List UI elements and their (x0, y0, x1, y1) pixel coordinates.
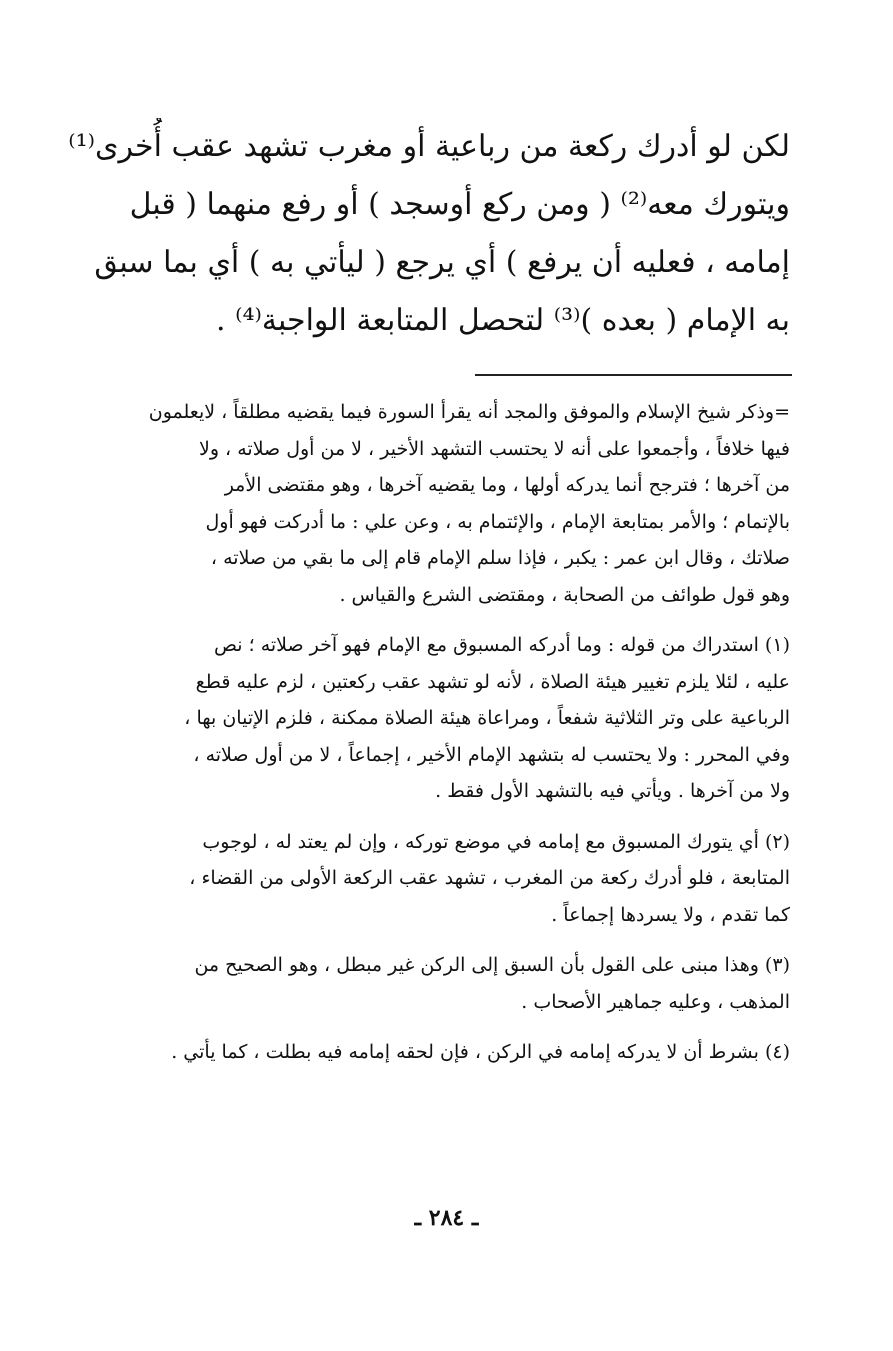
footnote-line: كما تقدم ، ولا يسردها إجماعاً . (551, 903, 790, 926)
footnote-line: =وذكر شيخ الإسلام والموفق والمجد أنه يقرأ السورة فيما يقضيه مطلقاً ، لايعلمون (148, 401, 790, 423)
footnote-line: (٣) وهذا مبنى على القول بأن السبق إلى الركن غير مبطل ، وهو الصحيح من (194, 954, 790, 976)
footnote-divider (475, 374, 792, 376)
footnote-3 (55, 947, 790, 1020)
footnote-line: وفي المحرر : ولا يحتسب له بتشهد الإمام الأخير ، إجماعاً ، لا من أول صلاته ، (193, 743, 790, 766)
footnote-line: عليه ، لئلا يلزم تغيير هيئة الصلاة ، لأنه لو تشهد عقب ركعتين ، لزم عليه قطع (195, 670, 790, 693)
page-number: ـ ٢٨٤ ـ (414, 1205, 479, 1231)
footnote-line: وهو قول طوائف من الصحابة ، ومقتضى الشرع والقياس . (339, 583, 790, 606)
footnotes (55, 394, 790, 1085)
footnote-continuation (55, 394, 790, 613)
footnote-line: (٢) أي يتورك المسبوق مع إمامه في موضع توركه ، وإن لم يعتد له ، لوجوب (202, 830, 790, 853)
main-text-line: لكن لو أدرك ركعة من رباعية أو مغرب تشهد عقب أُخرى⁽¹⁾ (68, 129, 790, 164)
footnote-line: من آخرها ؛ فترجح أنما يدركه أولها ، وما يقضيه آخرها ، وهو مقتضى الأمر (224, 474, 790, 496)
footnote-line: (١) استدراك من قوله : وما أدركه المسبوق مع الإمام فهو آخر صلاته ؛ نص (214, 634, 790, 656)
footnote-line: المذهب ، وعليه جماهير الأصحاب . (521, 990, 790, 1013)
footnote-line: (٤) بشرط أن لا يدركه إمامه في الركن ، فإن لحقه إمامه فيه بطلت ، كما يأتي . (171, 1041, 790, 1063)
main-text (55, 118, 790, 350)
footnote-line: الرباعية على وتر الثلاثية شفعاً ، ومراعاة هيئة الصلاة ممكنة ، فلزم الإتيان بها ، (184, 707, 790, 729)
footnote-line: المتابعة ، فلو أدرك ركعة من المغرب ، تشهد عقب الركعة الأولى من القضاء ، (189, 867, 790, 889)
main-text-line: إمامه ، فعليه أن يرفع ) أي يرجع ( ليأتي به ) أي بما سبق (94, 245, 790, 280)
footnote-line: فيها خلافاً ، وأجمعوا على أنه لا يحتسب التشهد الأخير ، لا من أول صلاته ، ولا (199, 437, 790, 460)
footnote-4 (55, 1034, 790, 1071)
footnote-2 (55, 824, 790, 934)
main-text-line: به الإمام ( بعده )⁽³⁾ لتحصل المتابعة الواجبة⁽⁴⁾ . (216, 303, 790, 338)
footnote-1 (55, 627, 790, 810)
footnote-line: ولا من آخرها . ويأتي فيه بالتشهد الأول فقط . (435, 780, 790, 802)
main-text-line: ويتورك معه⁽²⁾ ( ومن ركع أوسجد ) أو رفع منهما ( قبل (129, 187, 790, 222)
footnote-line: بالإتمام ؛ والأمر بمتابعة الإمام ، والإئتمام به ، وعن علي : ما أدركت فهو أول (205, 510, 790, 533)
footnote-line: صلاتك ، وقال ابن عمر : يكبر ، فإذا سلم الإمام قام إلى ما بقي من صلاته ، (210, 547, 790, 569)
